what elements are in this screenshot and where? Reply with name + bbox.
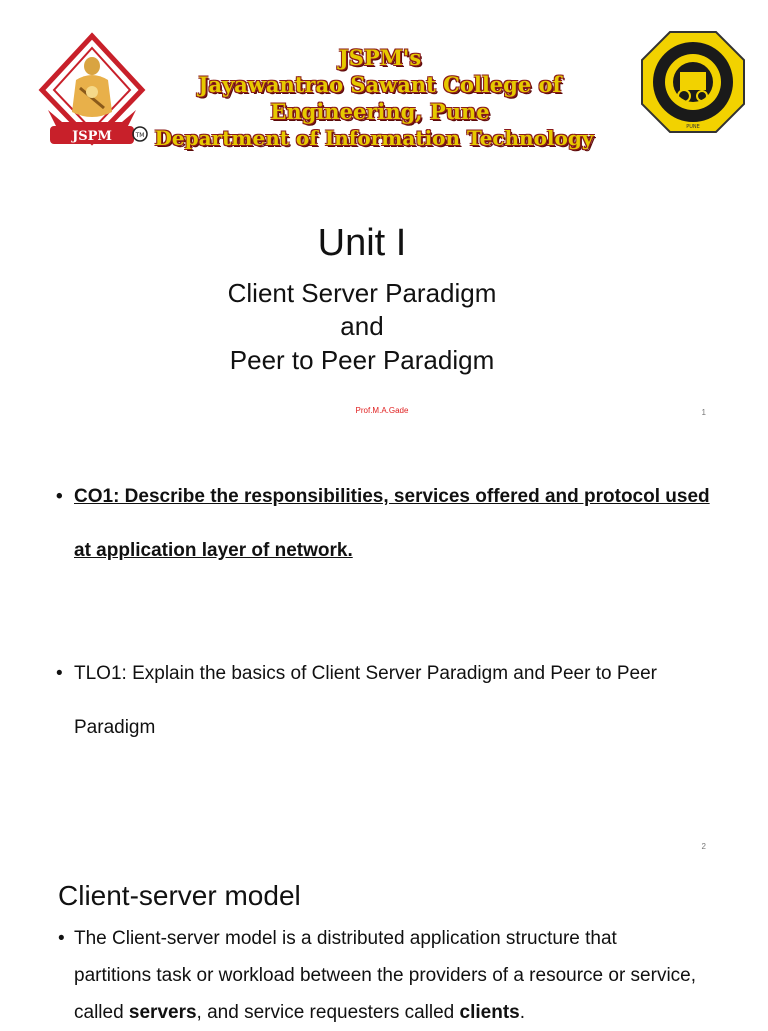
page-number: 2 [701,842,706,851]
subtitle-line-1: Client Server Paradigm [227,278,497,308]
logo-left-text: JSPM [72,129,112,144]
course-outcome-text: CO1: Describe the responsibilities, services offered and protocol used at application layer of network. [74,486,710,561]
subtitle-line-3: Peer to Peer Paradigm [229,345,495,375]
college-header [150,44,610,152]
bullet-dot: • [58,928,65,949]
page-number: 1 [701,408,706,417]
section-title: Client-server model [58,880,301,911]
objectives-slide [0,440,768,860]
header-line-engineering: Engineering, Pune [270,99,490,124]
svg-text:PUNE: PUNE [686,124,700,130]
definition-text [58,920,698,1031]
definition-bullet [58,920,698,1031]
header-line-jspm: JSPM's [338,45,422,70]
author-name: Prof.M.A.Gade [355,406,409,415]
term-servers: servers [128,1002,197,1023]
college-seal-logo [640,30,746,134]
header-line-department: Department of Information Technology [154,126,594,150]
term-clients: clients [459,1002,520,1023]
jspm-saraswati-logo [36,30,148,150]
client-server-slide [0,860,768,1024]
definition-text-part3: . [519,1002,525,1023]
svg-text:TM: TM [135,132,145,139]
course-outcome-bullet [56,470,716,578]
subtitle-line-2: and [340,311,384,341]
title-slide [0,0,768,440]
unit-title: Unit I [317,222,407,264]
definition-text-part1: The Client-server model is a distributed application structure that partitions task or workload between the providers of a resource or service, called [74,928,697,1023]
definition-text-part2: , and service requesters called [196,1002,460,1023]
bullet-dot: • [56,486,63,507]
header-line-college: Jayawantrao Sawant College of [198,72,562,97]
bullet-dot: • [56,663,63,684]
learning-outcome-bullet [56,647,716,755]
learning-outcome-text: TLO1: Explain the basics of Client Server Paradigm and Peer to Peer Paradigm [74,663,657,738]
